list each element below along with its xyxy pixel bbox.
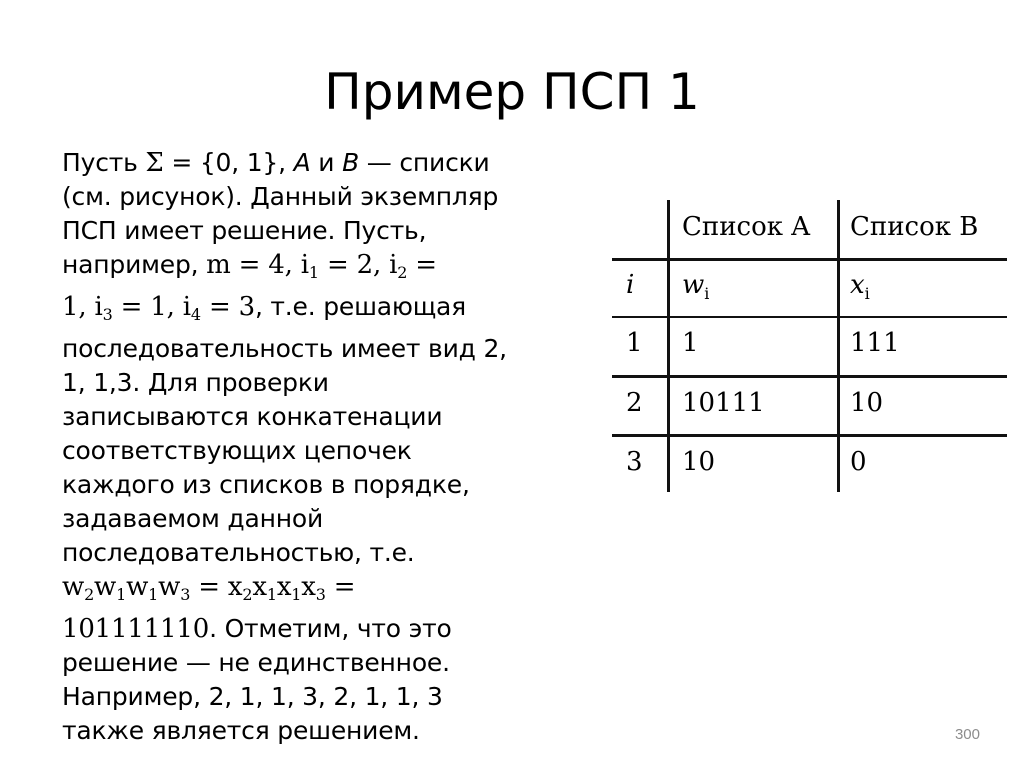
table-hline-3 <box>612 375 1007 378</box>
body-line-4: например, m = 4, $i_1 = 2$, $i_2$ = <box>62 250 437 282</box>
body-line-15: решение — не единственное. <box>62 648 450 677</box>
table-header-list-b: Список B <box>850 212 979 242</box>
table-row-3-w: 10 <box>682 447 716 477</box>
body-text <box>62 146 582 748</box>
table-row-3-x: 0 <box>850 447 867 477</box>
body-line-10: каждого из списков в порядке, <box>62 470 470 499</box>
body-line-14: 101111110. Отметим, что это <box>62 614 452 644</box>
slide-title: Пример ПСП 1 <box>324 63 700 121</box>
table-row-2-x: 10 <box>850 388 884 418</box>
page-number: 300 <box>954 726 980 743</box>
table-subheader-i: i <box>626 270 635 300</box>
body-line-16: Например, 2, 1, 1, 3, 2, 1, 1, 3 <box>62 682 443 711</box>
table-subheader-w: $w_i$ <box>682 270 710 304</box>
table-row-3-i: 3 <box>626 447 643 477</box>
body-line-17: также является решением. <box>62 716 420 745</box>
table-subheader-x: $x_i$ <box>850 270 870 304</box>
table-header-list-a: Список A <box>682 212 811 242</box>
table-row-1-w: 1 <box>682 328 699 358</box>
table-hline-1 <box>612 258 1007 261</box>
body-line-5: 1, $i_3 = 1$, $i_4 = 3$, т.е. решающая <box>62 292 467 324</box>
body-line-8: записываются конкатенации <box>62 402 443 431</box>
body-line-13-equation: $w_2w_1w_1w_3 = x_2x_1x_1x_3$ = <box>62 572 356 604</box>
body-line-2: (см. рисунок). Данный экземпляр <box>62 182 499 211</box>
table-row-2-w: 10111 <box>682 388 765 418</box>
table-row-2-i: 2 <box>626 388 643 418</box>
table-vline-1 <box>667 200 670 492</box>
body-line-6: последовательность имеет вид 2, <box>62 334 507 363</box>
body-line-9: соответствующих цепочек <box>62 436 412 465</box>
table-row-1-x: 111 <box>850 328 900 358</box>
body-line-12: последовательностью, т.е. <box>62 538 415 567</box>
table-hline-2 <box>612 316 1007 318</box>
table-vline-2 <box>837 200 840 492</box>
body-line-7: 1, 1,3. Для проверки <box>62 368 329 397</box>
table-hline-4 <box>612 434 1007 437</box>
body-line-3: ПСП имеет решение. Пусть, <box>62 216 427 245</box>
body-line-1: Пусть Σ = {0, 1}, A и B — списки <box>62 148 490 178</box>
body-line-11: задаваемом данной <box>62 504 324 533</box>
table-row-1-i: 1 <box>626 328 643 358</box>
